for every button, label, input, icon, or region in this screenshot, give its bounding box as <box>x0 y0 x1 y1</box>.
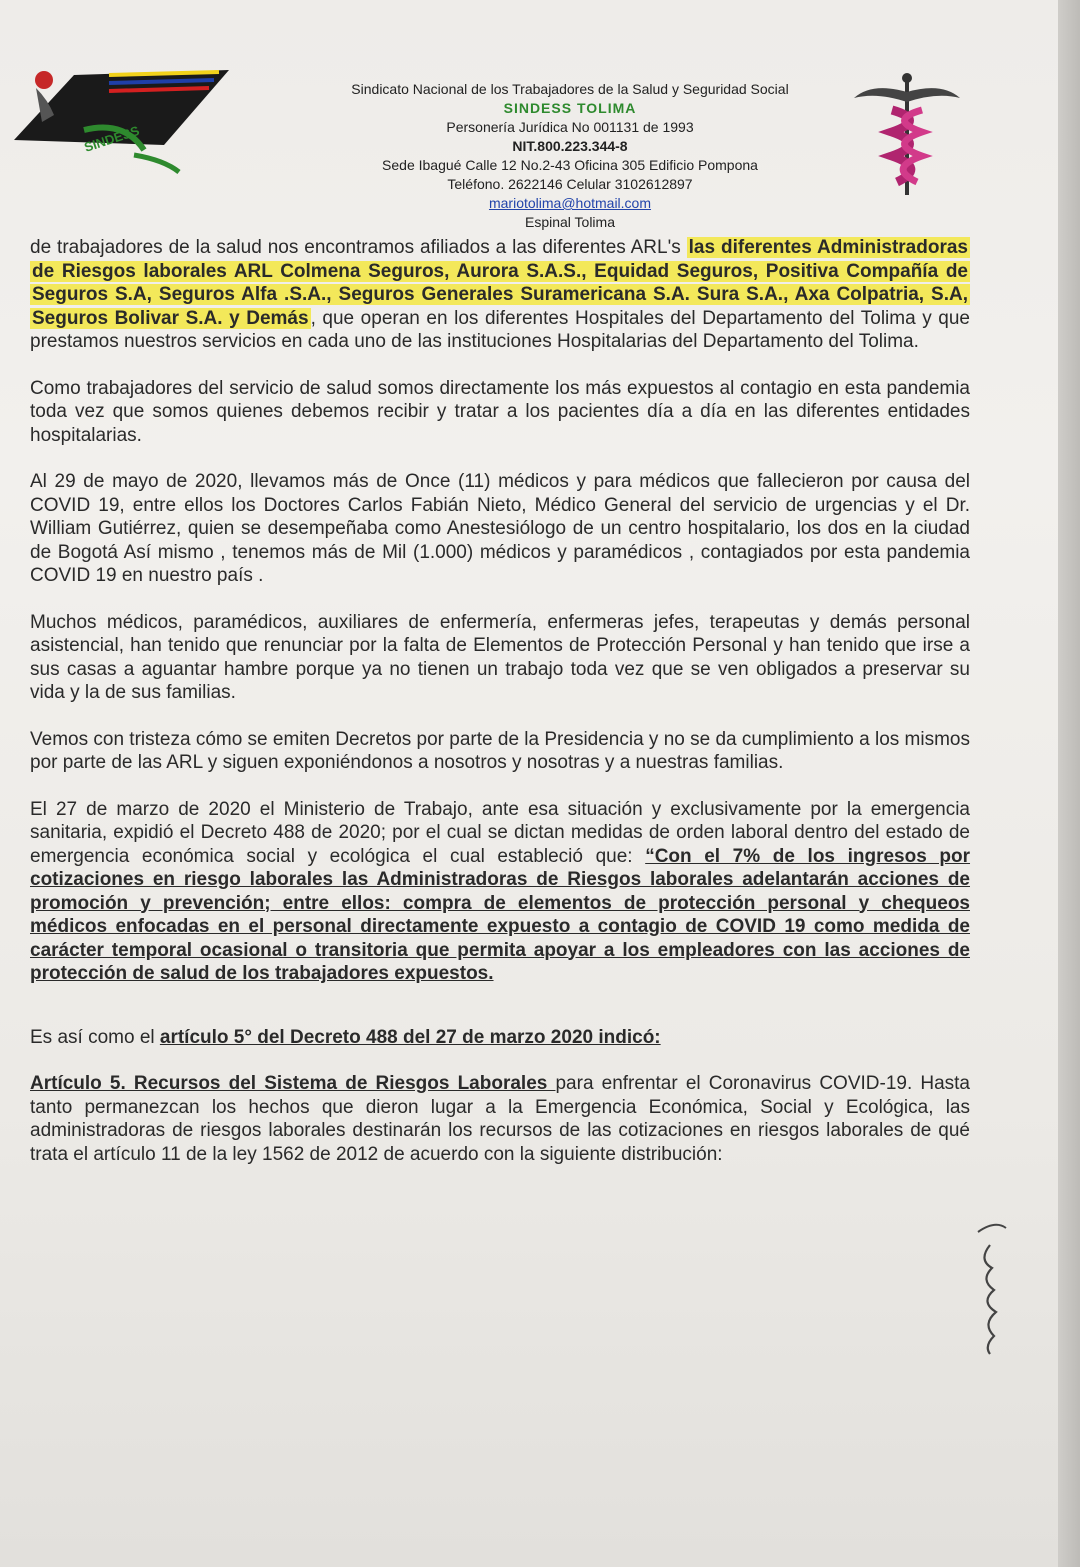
logo-lettering: SINDESS <box>82 122 142 155</box>
sindess-logo-icon <box>14 60 234 180</box>
paragraph-exposure: Como trabajadores del servicio de salud somos directamente los más expuestos al contagio en esta pandemia toda vez que somos quienes debemos recibir y tratar a los pacientes día a día en las diferentes entidades hospitalarias. <box>30 377 970 446</box>
article-5-text: para enfrentar el Coronavirus COVID-19. Hasta tanto permanezcan los hechos que dieron lugar a la Emergencia Económica, Social y Ecológica, las administradoras de riesgos laborales destinarán los recursos de las cotizaciones en riesgos laborales de qué trata el artículo 11 de la ley 1562 de 2012 de acuerdo con la siguiente distribución: <box>30 1073 971 1165</box>
paragraph-decree-488 <box>30 798 970 986</box>
paragraph-arl-affiliation <box>30 236 970 354</box>
p7-text-start: Es así como el <box>30 1026 160 1048</box>
p6-text-start: El 27 de marzo de 2020 el Ministerio de Trabajo, ante esa situación y exclusivamente por la emergencia sanitaria, expidió el Decreto 488 de 2020; por el cual se dictan medidas de orden laboral dentro del estado de emergencia económica social y ecológica el cual estableció que: <box>30 798 970 867</box>
p1-text-start: de trabajadores de la salud nos encontramos afiliados a las diferentes ARL's <box>30 237 687 258</box>
espinal-location: Espinal Tolima <box>524 214 615 230</box>
paragraph-article-intro <box>30 1026 970 1050</box>
email-link[interactable]: mariotolima@hotmail.com <box>488 195 652 211</box>
paragraph-deaths: Al 29 de mayo de 2020, llevamos más de Once (11) médicos y para médicos que fallecieron por causa del COVID 19, entre ellos los Doctores Carlos Fabián Nieto, Médico General del servicio de urgencias y el Dr. William Gutiérrez, quien se desempeñaba como Anestesiólogo de un centro hospitalario, los dos en la ciudad de Bogotá Así mismo , tenemos más de Mil (1.000) médicos y paramédicos , contagiados por esta pandemia COVID 19 en nuestro país . <box>30 471 970 586</box>
org-name: Sindicato Nacional de los Trabajadores de la Salud y Seguridad Social <box>351 81 789 97</box>
letterhead <box>270 80 870 232</box>
caduceus-icon <box>852 70 962 200</box>
article-reference: artículo 5° del Decreto 488 del 27 de marzo 2020 indicó: <box>159 1026 661 1048</box>
decree-quote: “Con el 7% de los ingresos por cotizaciones en riesgo laborales las Administradoras de Riesgos laborales adelantarán acciones de promoción y prevención; entre ellos: compra de elementos de protección personal y chequeos médicos enfocadas en el personal directamente expuesto a contagio de COVID 19 como medida de carácter temporal ocasional o transitoria que permita apoyar a los empleadores con las acciones de protección de salud de los trabajadores expuestos. <box>30 845 971 984</box>
personeria-juridica: Personería Jurídica No 001131 de 1993 <box>446 119 694 135</box>
letter-body <box>30 236 970 1189</box>
handwritten-mark-icon <box>970 1220 1010 1360</box>
page-edge-shadow <box>1058 0 1080 1567</box>
sede-address: Sede Ibagué Calle 12 No.2-43 Oficina 305 Edificio Pompona <box>382 157 758 173</box>
paragraph-decrees: Vemos con tristeza cómo se emiten Decretos por parte de la Presidencia y no se da cumplimiento a los mismos por parte de las ARL y siguen exponiéndonos a nosotros y nosotras y a nuestras familias. <box>30 728 970 773</box>
paragraph-resignations: Muchos médicos, paramédicos, auxiliares de enfermería, enfermeras jefes, terapeutas y demás personal asistencial, han tenido que renunciar por la falta de Elementos de Protección Personal y han tenido que irse a sus casas a aguantar hambre porque ya no tienen un trabajo toda vez que se ven obligados a preservar su vida y la de sus familias. <box>30 611 970 703</box>
org-brand: SINDESS TOLIMA <box>503 100 637 116</box>
highlighted-arl-list: las diferentes Administradoras de Riesgos laborales ARL Colmena Seguros, Aurora S.A.S., Equidad Seguros, Positiva Compañía de Seguros S.A, Seguros Alfa .S.A., Seguros Generales Suramericana S.A. Sura S.A., Axa Colpatria, S.A, Seguros Bolivar S.A. y Demás <box>32 237 968 329</box>
phone-numbers: Teléfono. 2622146 Celular 3102612897 <box>447 176 693 192</box>
nit-number: NIT.800.223.344-8 <box>512 138 628 154</box>
paragraph-article-5 <box>30 1072 970 1166</box>
article-5-title: Artículo 5. Recursos del Sistema de Riesgos Laborales <box>30 1073 556 1094</box>
p1-text-end: , que operan en los diferentes Hospitales del Departamento del Tolima y que prestamos nuestros servicios en cada uno de las instituciones Hospitalarias del Departamento del Tolima. <box>30 307 970 352</box>
